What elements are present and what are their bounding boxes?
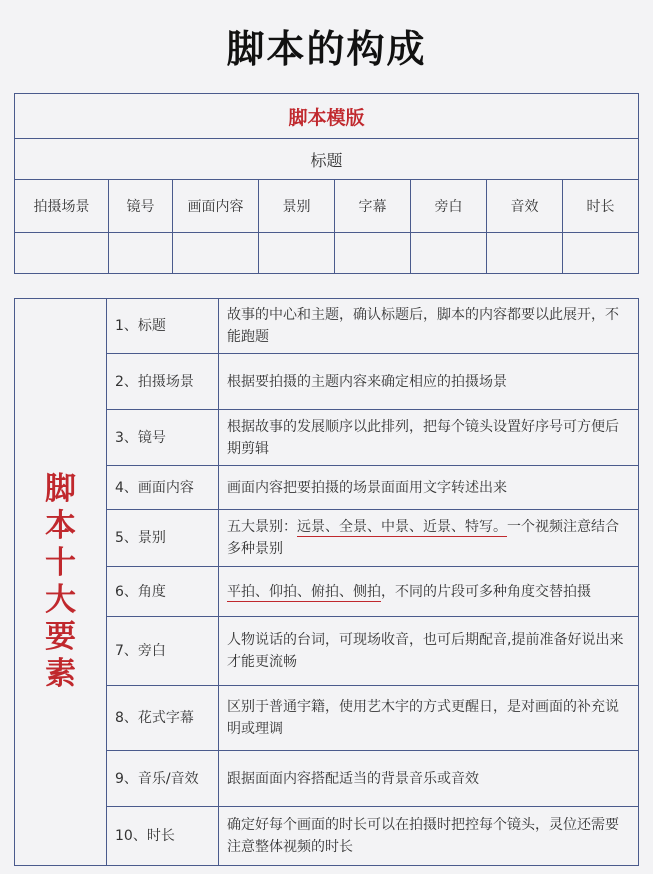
empty-cell (173, 233, 259, 274)
element-name: 5、景别 (107, 510, 219, 567)
element-desc: 根据要拍摄的主题内容来确定相应的拍摄场景 (219, 354, 639, 410)
desc-suffix: ，不同的片段可多种角度交替拍摄 (381, 583, 591, 600)
element-desc: 人物说话的台词，可现场收音，也可后期配音,提前准备好说出来才能更流畅 (219, 617, 639, 686)
element-name: 9、音乐/音效 (107, 751, 219, 807)
element-name: 8、花式字幕 (107, 686, 219, 751)
empty-cell (335, 233, 411, 274)
template-title-cell: 标题 (15, 139, 639, 180)
shot-sizes-underlined: 远景、全景、中景、近景、特写。 (297, 519, 507, 535)
empty-cell (259, 233, 335, 274)
page-title: 脚本的构成 (226, 27, 427, 71)
template-heading: 脚本模版 (15, 94, 639, 139)
table-row (15, 466, 639, 510)
script-elements-table (14, 298, 639, 866)
element-name: 3、镜号 (107, 410, 219, 466)
script-template-table (14, 93, 639, 274)
table-row (15, 567, 639, 617)
element-name: 10、时长 (107, 807, 219, 866)
element-desc: 跟据面面内容搭配适当的背景音乐或音效 (219, 751, 639, 807)
element-desc (219, 510, 639, 567)
empty-cell (411, 233, 487, 274)
column-header: 字幕 (335, 180, 411, 233)
column-header: 旁白 (411, 180, 487, 233)
column-header: 时长 (563, 180, 639, 233)
table-row (15, 410, 639, 466)
empty-cell (487, 233, 563, 274)
table-row (15, 354, 639, 410)
element-name: 6、角度 (107, 567, 219, 617)
column-header: 画面内容 (173, 180, 259, 233)
element-desc: 画面内容把要拍摄的场景面面用文字转述出来 (219, 466, 639, 510)
column-header: 音效 (487, 180, 563, 233)
table-row (15, 617, 639, 686)
element-desc: 确定好每个画面的时长可以在拍摄时把控每个镜头，灵位还需要注意整体视频的时长 (219, 807, 639, 866)
desc-suffix: 一个视频注意结合多种景别 (227, 519, 619, 557)
empty-cell (109, 233, 173, 274)
angles-underlined: 平拍、仰拍、俯拍、侧拍 (227, 583, 381, 600)
table-row (15, 299, 639, 354)
column-header: 拍摄场景 (15, 180, 109, 233)
table-row (15, 807, 639, 866)
element-desc: 故事的中心和主题，确认标题后，脚本的内容都要以此展开，不能跑题 (219, 299, 639, 354)
table-row (15, 751, 639, 807)
desc-prefix: 五大景别： (227, 519, 297, 535)
element-desc (219, 567, 639, 617)
empty-row (15, 233, 639, 274)
element-name: 1、标题 (107, 299, 219, 354)
element-name: 4、画面内容 (107, 466, 219, 510)
table-row (15, 510, 639, 567)
empty-cell (563, 233, 639, 274)
element-desc: 区别于普通宇籍，使用艺木宇的方式更醒日，是对画面的补充说明或理调 (219, 686, 639, 751)
column-header: 景别 (259, 180, 335, 233)
element-name: 2、拍摄场景 (107, 354, 219, 410)
column-header: 镜号 (109, 180, 173, 233)
element-desc: 根据故事的发展顺序以此排列，把每个镜头设置好序号可方便后期剪辑 (219, 410, 639, 466)
empty-cell (15, 233, 109, 274)
side-label: 脚 本 十 大 要 素 (15, 299, 107, 866)
column-header-row (15, 180, 639, 233)
table-row (15, 686, 639, 751)
element-name: 7、旁白 (107, 617, 219, 686)
